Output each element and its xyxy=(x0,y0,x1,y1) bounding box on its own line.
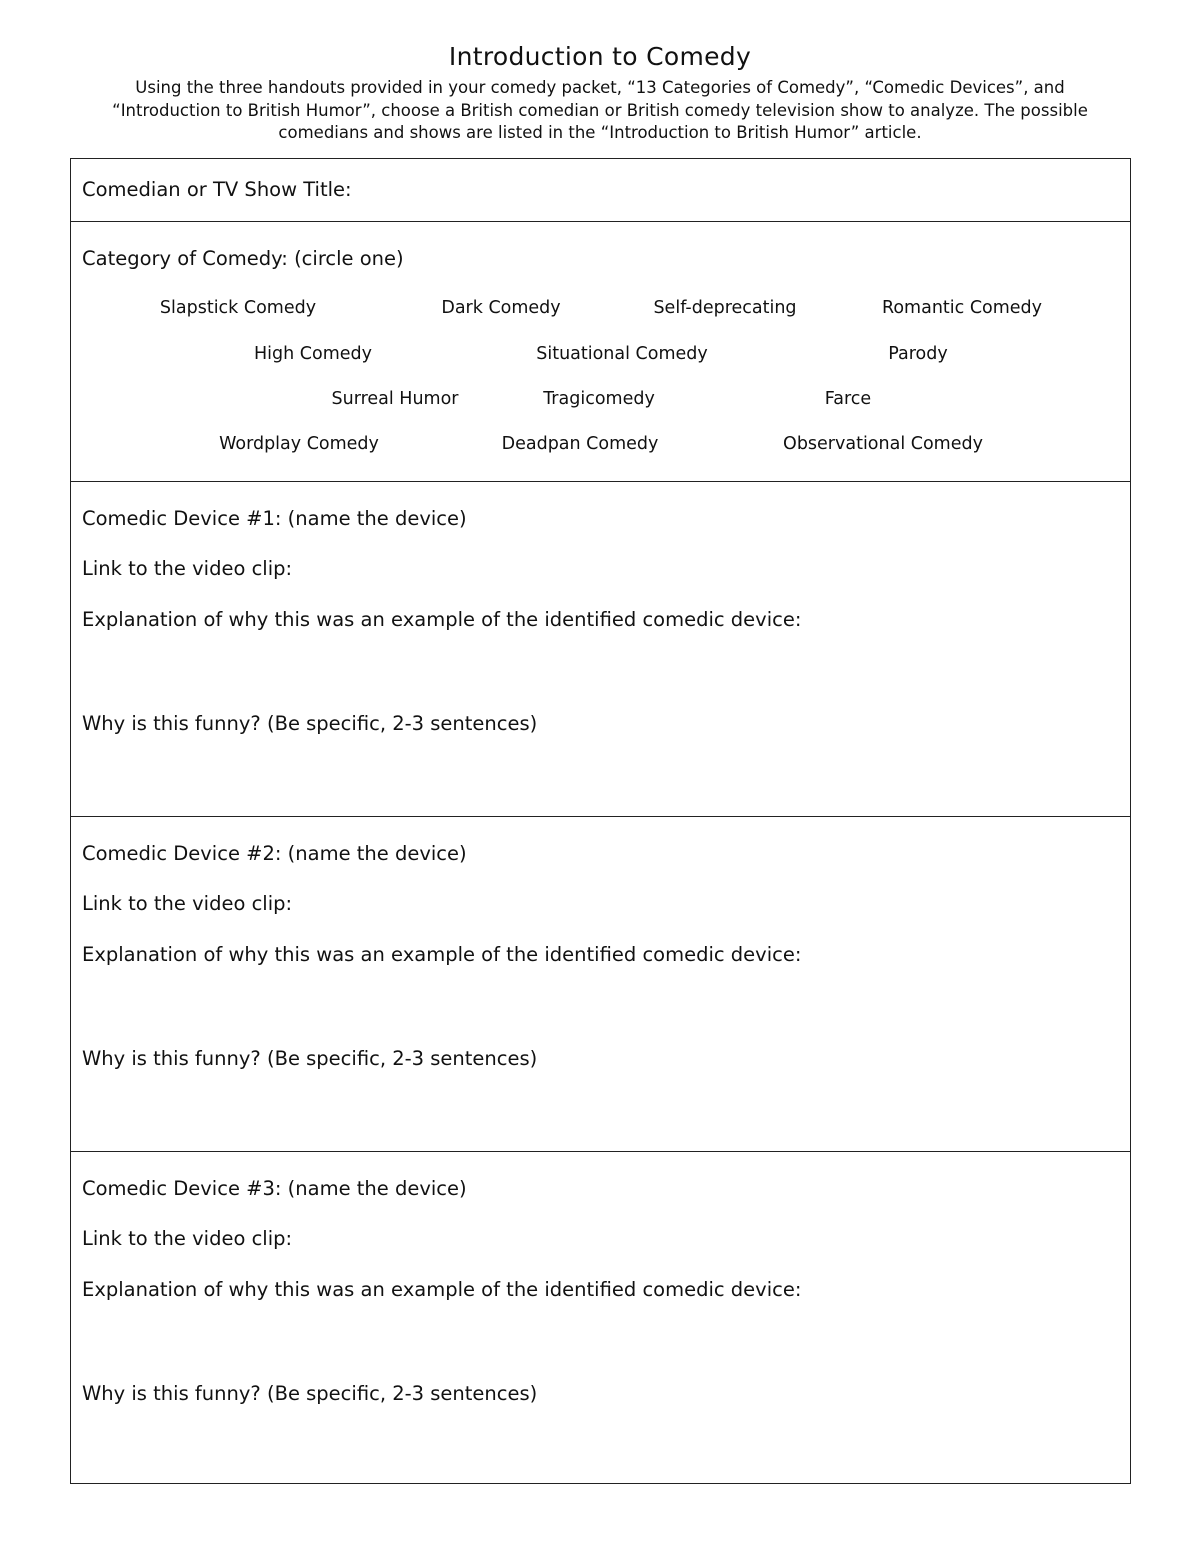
category-option[interactable]: Slapstick Comedy xyxy=(159,298,317,318)
category-option[interactable]: Tragicomedy xyxy=(543,389,655,409)
category-label: Category of Comedy: (circle one) xyxy=(82,247,404,270)
page-title: Introduction to Comedy xyxy=(448,42,752,71)
device-heading: Comedic Device #2: (name the device) xyxy=(82,842,467,865)
category-option[interactable]: Wordplay Comedy xyxy=(219,434,379,454)
instructions-line-3: comedians and shows are listed in the “Introduction to British Humor” article. xyxy=(278,123,922,142)
category-option[interactable]: Deadpan Comedy xyxy=(501,434,659,454)
instructions-line-1: Using the three handouts provided in your comedy packet, “13 Categories of Comedy”, “Comedic Devices”, and xyxy=(135,78,1065,97)
subject-section[interactable] xyxy=(71,159,1130,221)
explanation-label: Explanation of why this was an example of the identified comedic device: xyxy=(82,608,802,631)
worksheet-table xyxy=(70,158,1131,1484)
category-option[interactable]: Parody xyxy=(888,344,948,364)
explanation-label: Explanation of why this was an example of the identified comedic device: xyxy=(82,1278,802,1301)
video-link-label: Link to the video clip: xyxy=(82,557,293,580)
video-link-label: Link to the video clip: xyxy=(82,1227,293,1250)
video-link-label: Link to the video clip: xyxy=(82,892,293,915)
instructions xyxy=(70,77,1130,145)
instructions-line-2: “Introduction to British Humor”, choose a British comedian or British comedy television show to analyze. The possible xyxy=(112,100,1088,120)
category-section xyxy=(71,221,1130,481)
device-section-1[interactable] xyxy=(71,481,1130,816)
subject-label: Comedian or TV Show Title: xyxy=(82,178,352,201)
category-option[interactable]: High Comedy xyxy=(254,344,372,364)
why-funny-label: Why is this funny? (Be specific, 2-3 sentences) xyxy=(82,1047,538,1070)
device-heading: Comedic Device #3: (name the device) xyxy=(82,1177,467,1200)
category-option[interactable]: Situational Comedy xyxy=(536,344,708,364)
category-option[interactable]: Surreal Humor xyxy=(331,389,459,409)
device-section-2[interactable] xyxy=(71,816,1130,1151)
category-option[interactable]: Romantic Comedy xyxy=(881,298,1043,318)
category-option[interactable]: Observational Comedy xyxy=(783,434,983,454)
explanation-label: Explanation of why this was an example of the identified comedic device: xyxy=(82,943,802,966)
category-option[interactable]: Self-deprecating xyxy=(653,298,797,318)
why-funny-label: Why is this funny? (Be specific, 2-3 sentences) xyxy=(82,1382,538,1405)
category-option[interactable]: Dark Comedy xyxy=(441,298,561,318)
device-section-3[interactable] xyxy=(71,1151,1130,1483)
category-option[interactable]: Farce xyxy=(824,389,872,409)
why-funny-label: Why is this funny? (Be specific, 2-3 sentences) xyxy=(82,712,538,735)
device-heading: Comedic Device #1: (name the device) xyxy=(82,507,467,530)
